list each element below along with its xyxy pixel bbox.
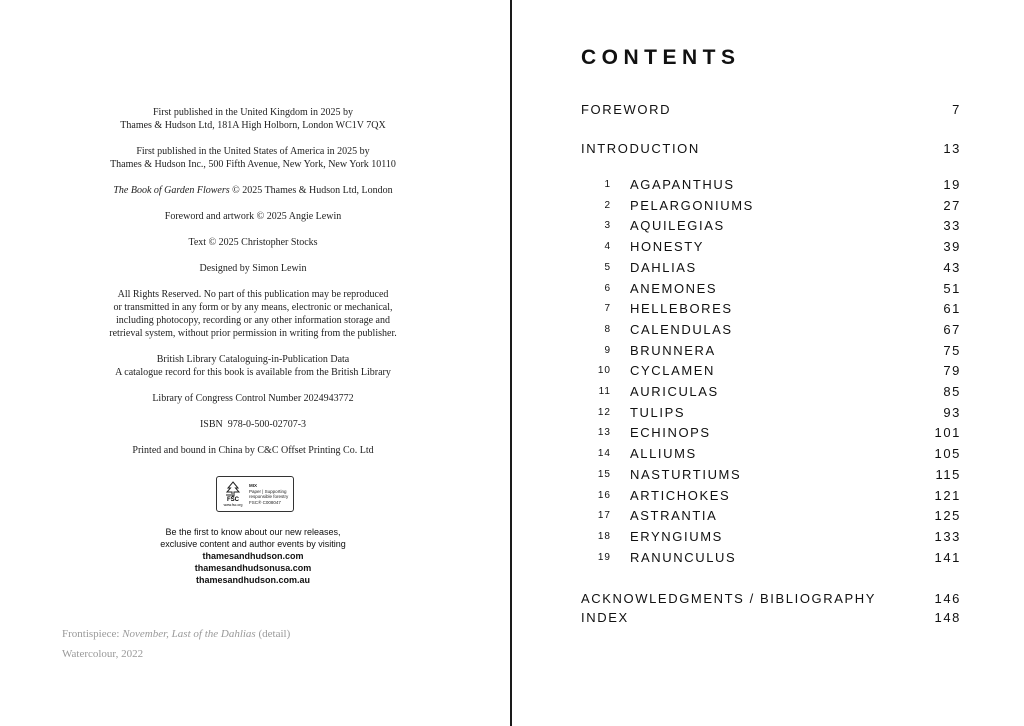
chapter-page: 79 xyxy=(943,363,961,379)
chapter-number: 18 xyxy=(597,530,611,542)
chapter-name: DAHLIAS xyxy=(630,259,697,275)
toc-chapter-row[interactable] xyxy=(581,363,961,379)
caption-prefix: Frontispiece: xyxy=(62,628,123,640)
rights-line-3: including photocopy, recording or any other information storage and xyxy=(116,315,390,326)
fsc-code: FSC® C008047 xyxy=(249,499,281,505)
chapter-number: 4 xyxy=(604,241,611,253)
chapter-number: 3 xyxy=(604,220,611,232)
toc-label: ACKNOWLEDGMENTS / BIBLIOGRAPHY xyxy=(581,591,877,606)
toc-label: FOREWORD xyxy=(581,102,672,117)
promo-site-au[interactable]: thamesandhudson.com.au xyxy=(195,575,311,585)
chapter-page: 125 xyxy=(934,508,961,524)
chapter-name: PELARGONIUMS xyxy=(630,197,754,213)
promo-block xyxy=(86,526,420,586)
chapter-page: 85 xyxy=(943,384,961,399)
toc-entry-introduction[interactable] xyxy=(581,141,961,157)
bl-line-1: British Library Cataloguing-in-Publication Data xyxy=(156,354,350,365)
chapter-number: 13 xyxy=(597,427,611,439)
toc-chapter-row[interactable] xyxy=(581,425,961,441)
chapter-page: 93 xyxy=(943,404,961,420)
chapter-number: 16 xyxy=(597,489,611,501)
chapter-name: ANEMONES xyxy=(630,280,718,296)
us-publication xyxy=(86,145,420,171)
promo-line-1: Be the first to know about our new releases, xyxy=(165,527,341,537)
chapter-name: HONESTY xyxy=(630,239,705,255)
caption-title: November, Last of the Dahlias xyxy=(122,628,256,640)
rights-line-4: retrieval system, without prior permission in writing from the publisher. xyxy=(109,328,397,339)
toc-chapter-row[interactable] xyxy=(581,260,961,276)
promo-line-2: exclusive content and author events by visiting xyxy=(160,539,346,549)
book-title: The Book of Garden Flowers xyxy=(113,185,230,196)
contents-title: CONTENTS xyxy=(581,46,741,69)
toc-chapter-row[interactable] xyxy=(581,384,961,400)
chapter-name: AURICULAS xyxy=(630,384,719,399)
chapter-number: 10 xyxy=(597,365,611,377)
text-credit: Text © 2025 Christopher Stocks xyxy=(188,237,318,248)
chapter-name: ECHINOPS xyxy=(630,425,711,441)
book-copyright xyxy=(86,184,420,197)
chapter-name: ALLIUMS xyxy=(630,446,697,462)
chapter-page: 75 xyxy=(943,342,961,358)
fsc-tree-icon xyxy=(221,479,245,509)
printer-credit: Printed and bound in China by C&C Offset Printing Co. Ltd xyxy=(132,445,374,456)
chapter-name: HELLEBORES xyxy=(630,301,733,317)
chapter-name: RANUNCULUS xyxy=(630,549,737,565)
contents-page xyxy=(512,0,1024,726)
toc-chapter-row[interactable] xyxy=(581,301,961,317)
loc-number: Library of Congress Control Number 2024943772 xyxy=(152,393,354,404)
chapter-number: 5 xyxy=(604,261,611,273)
chapter-page: 115 xyxy=(935,466,961,482)
chapter-page: 43 xyxy=(943,259,961,275)
toc-chapter-row[interactable] xyxy=(581,218,961,234)
chapter-number: 15 xyxy=(597,468,611,480)
chapter-page: 51 xyxy=(943,280,961,296)
chapter-number: 1 xyxy=(604,179,611,190)
chapter-number: 17 xyxy=(597,510,611,522)
chapter-page: 101 xyxy=(934,425,961,441)
fsc-logo xyxy=(216,476,294,512)
chapter-number: 14 xyxy=(597,448,611,460)
chapter-page: 27 xyxy=(943,197,961,213)
fsc-text xyxy=(249,483,288,505)
uk-line-2: Thames & Hudson Ltd, 181A High Holborn, London WC1V 7QX xyxy=(120,120,386,131)
toc-label: INDEX xyxy=(581,610,629,625)
toc-chapter-row[interactable] xyxy=(581,322,961,338)
fsc-mark: FSC xyxy=(227,497,239,503)
toc-chapter-row[interactable] xyxy=(581,405,961,421)
toc-chapter-row[interactable] xyxy=(581,550,961,566)
design-credit: Designed by Simon Lewin xyxy=(199,263,307,274)
toc-page: 13 xyxy=(943,141,961,156)
chapter-page: 67 xyxy=(943,321,961,337)
chapter-page: 61 xyxy=(943,301,961,317)
uk-publication xyxy=(86,106,420,132)
toc-chapter-row[interactable] xyxy=(581,281,961,297)
chapter-name: AQUILEGIAS xyxy=(630,218,725,234)
copyright-page xyxy=(0,0,510,726)
rights-line-2: or transmitted in any form or by any means, electronic or mechanical, xyxy=(113,302,393,313)
fsc-paper: Paper | Supporting xyxy=(249,488,287,494)
chapter-number: 6 xyxy=(604,282,611,294)
fsc-responsible: responsible forestry xyxy=(249,494,289,499)
chapter-number: 19 xyxy=(597,551,611,563)
toc-chapter-row[interactable] xyxy=(581,177,961,193)
bl-line-2: A catalogue record for this book is available from the British Library xyxy=(115,367,391,378)
us-line-1: First published in the United States of America in 2025 by xyxy=(136,146,370,157)
rights-line-1: All Rights Reserved. No part of this publication may be reproduced xyxy=(117,289,389,300)
chapter-name: ASTRANTIA xyxy=(630,508,718,524)
chapter-number: 2 xyxy=(604,199,611,211)
fsc-mix: MIX xyxy=(249,483,258,488)
toc-chapter-row[interactable] xyxy=(581,239,961,255)
toc-chapter-row[interactable] xyxy=(581,343,961,359)
toc-page: 148 xyxy=(934,610,961,625)
frontispiece-caption xyxy=(62,627,290,641)
foreword-credit: Foreword and artwork © 2025 Angie Lewin xyxy=(164,211,342,222)
chapter-name: TULIPS xyxy=(630,404,686,420)
promo-site-us[interactable]: thamesandhudsonusa.com xyxy=(194,563,312,573)
uk-line-1: First published in the United Kingdom in 2025 by xyxy=(153,107,353,118)
frontispiece-medium: Watercolour, 2022 xyxy=(62,648,144,660)
chapter-name: CYCLAMEN xyxy=(630,363,716,379)
chapter-name: BRUNNERA xyxy=(630,342,716,358)
book-copyright-text: © 2025 Thames & Hudson Ltd, London xyxy=(229,185,393,196)
chapter-number: 11 xyxy=(598,386,611,397)
chapter-name: ARTICHOKES xyxy=(630,487,731,503)
fsc-site: www.fsc.org xyxy=(223,503,243,507)
toc-chapter-row[interactable] xyxy=(581,529,961,545)
toc-chapter-row[interactable] xyxy=(581,467,961,483)
british-library-data xyxy=(86,353,420,379)
chapter-page: 121 xyxy=(934,487,961,503)
chapter-page: 105 xyxy=(934,446,961,462)
toc-chapter-row[interactable] xyxy=(581,508,961,524)
toc-chapter-row[interactable] xyxy=(581,198,961,214)
chapter-name: ERYNGIUMS xyxy=(630,528,723,544)
toc-entry-acknowledgments[interactable] xyxy=(581,591,961,607)
isbn: ISBN 978-0-500-02707-3 xyxy=(199,419,307,430)
chapter-number: 7 xyxy=(604,303,611,315)
chapter-page: 39 xyxy=(943,239,961,255)
chapter-page: 141 xyxy=(934,549,961,565)
toc-entry-foreword[interactable] xyxy=(581,102,961,118)
chapter-number: 8 xyxy=(604,323,611,335)
chapter-number: 9 xyxy=(604,344,611,356)
promo-site-uk[interactable]: thamesandhudson.com xyxy=(202,551,304,561)
chapter-name: AGAPANTHUS xyxy=(630,177,735,192)
toc-chapter-row[interactable] xyxy=(581,446,961,462)
toc-chapter-row[interactable] xyxy=(581,488,961,504)
chapter-name: CALENDULAS xyxy=(630,321,733,337)
imprint-block xyxy=(86,106,420,470)
chapter-page: 19 xyxy=(943,177,961,192)
caption-suffix: (detail) xyxy=(255,628,291,640)
chapter-page: 133 xyxy=(934,528,961,544)
us-line-2: Thames & Hudson Inc., 500 Fifth Avenue, New York, New York 10110 xyxy=(110,159,396,170)
chapter-name: NASTURTIUMS xyxy=(630,466,742,482)
toc-page: 146 xyxy=(934,591,961,606)
toc-entry-index[interactable] xyxy=(581,610,961,626)
chapter-page: 33 xyxy=(943,218,961,234)
rights-statement xyxy=(86,288,420,340)
toc-label: INTRODUCTION xyxy=(581,141,700,156)
toc-page: 7 xyxy=(952,102,961,117)
chapter-number: 12 xyxy=(597,406,611,418)
